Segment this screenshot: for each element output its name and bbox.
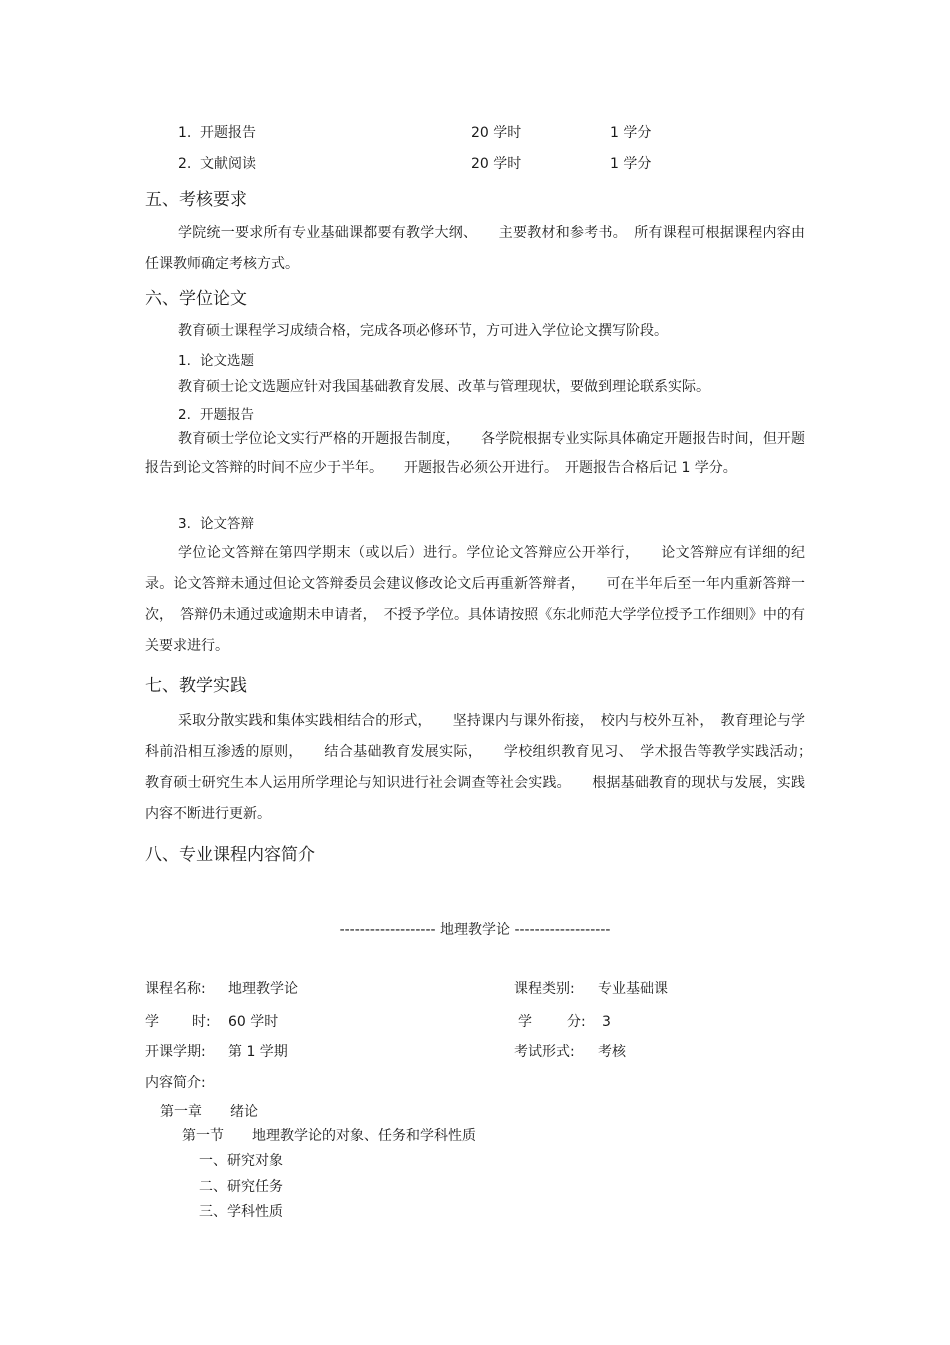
field-label: 考试形式: bbox=[514, 1044, 575, 1060]
paragraph bbox=[145, 425, 805, 483]
field-label: 课程名称: bbox=[145, 981, 206, 997]
item-title: 论文选题 bbox=[200, 353, 254, 369]
field-value: 60 学时 bbox=[228, 1014, 279, 1030]
course-banner: ------------------- 地理教学论 ------------------- bbox=[339, 922, 611, 938]
field-label: 分: bbox=[567, 1014, 586, 1030]
field-value: 专业基础课 bbox=[598, 981, 668, 997]
chapter-title: 第一章 绪论 bbox=[160, 1104, 258, 1120]
outline-item: 二、研究任务 bbox=[199, 1179, 283, 1195]
row-name: 开题报告 bbox=[200, 125, 256, 141]
field-value: 3 bbox=[602, 1014, 611, 1030]
paragraph-text: 学位论文答辩在第四学期末（或以后）进行。学位论文答辩应公开举行， 论文答辩应有详细的纪录。论文答辩未通过但论文答辩委员会建议修改论文后再重新答辩者， 可在半年后至一年内重新答辩一次， 答辩仍未通过或逾期未申请者， 不授予学位。具体请按照《东北师范大学学位授予工作细则》中的有关要求进行。 bbox=[145, 545, 805, 654]
item-number: 3. bbox=[178, 516, 191, 532]
item-number: 1. bbox=[178, 353, 191, 369]
section-title: 第一节 地理教学论的对象、任务和学科性质 bbox=[182, 1128, 476, 1144]
item-number: 2. bbox=[178, 407, 191, 423]
paragraph-text: 采取分散实践和集体实践相结合的形式， 坚持课内与课外衔接， 校内与校外互补， 教育理论与学科前沿相互渗透的原则， 结合基础教育发展实际， 学校组织教育见习、 学术报告等教学实践活动； 教育硕士研究生本人运用所学理论与知识进行社会调查等社会实践。 根据基础教育的现状与发展，实践内容不断进行更新。 bbox=[145, 713, 819, 822]
field-label: 学 bbox=[145, 1014, 159, 1030]
item-title: 开题报告 bbox=[200, 407, 254, 423]
section-heading: 五、考核要求 bbox=[145, 190, 247, 210]
row-hours: 20 学时 bbox=[471, 125, 522, 141]
row-number: 2. bbox=[178, 156, 192, 172]
outline-item: 三、学科性质 bbox=[199, 1204, 283, 1220]
field-label: 开课学期: bbox=[145, 1044, 206, 1060]
field-label: 课程类别: bbox=[514, 981, 575, 997]
paragraph-text: 教育硕士课程学习成绩合格，完成各项必修环节，方可进入学位论文撰写阶段。 bbox=[178, 323, 668, 339]
paragraph-text: 教育硕士学位论文实行严格的开题报告制度， 各学院根据专业实际具体确定开题报告时间，但开题报告到论文答辩的时间不应少于半年。 开题报告必须公开进行。 开题报告合格后记 1 学分。 bbox=[145, 431, 805, 476]
row-credits: 1 学分 bbox=[610, 156, 652, 172]
paragraph bbox=[145, 218, 805, 280]
row-credits: 1 学分 bbox=[610, 125, 652, 141]
field-label: 内容简介: bbox=[145, 1075, 206, 1091]
field-value: 地理教学论 bbox=[228, 981, 298, 997]
field-label: 学 bbox=[518, 1014, 532, 1030]
row-name: 文献阅读 bbox=[200, 156, 256, 172]
row-number: 1. bbox=[178, 125, 192, 141]
section-heading: 八、专业课程内容简介 bbox=[145, 845, 315, 865]
row-hours: 20 学时 bbox=[471, 156, 522, 172]
section-heading: 七、教学实践 bbox=[145, 676, 247, 696]
paragraph bbox=[145, 706, 819, 830]
field-label: 时: bbox=[192, 1014, 211, 1030]
paragraph-text: 学院统一要求所有专业基础课都要有教学大纲、 主要教材和参考书。 所有课程可根据课程内容由任课教师确定考核方式。 bbox=[145, 225, 805, 272]
field-value: 第 1 学期 bbox=[228, 1044, 288, 1060]
paragraph-text: 教育硕士论文选题应针对我国基础教育发展、改革与管理现状，要做到理论联系实际。 bbox=[178, 379, 710, 395]
section-heading: 六、学位论文 bbox=[145, 289, 247, 309]
outline-item: 一、研究对象 bbox=[199, 1153, 283, 1169]
item-title: 论文答辩 bbox=[200, 516, 254, 532]
field-value: 考核 bbox=[598, 1044, 626, 1060]
paragraph bbox=[145, 538, 805, 662]
